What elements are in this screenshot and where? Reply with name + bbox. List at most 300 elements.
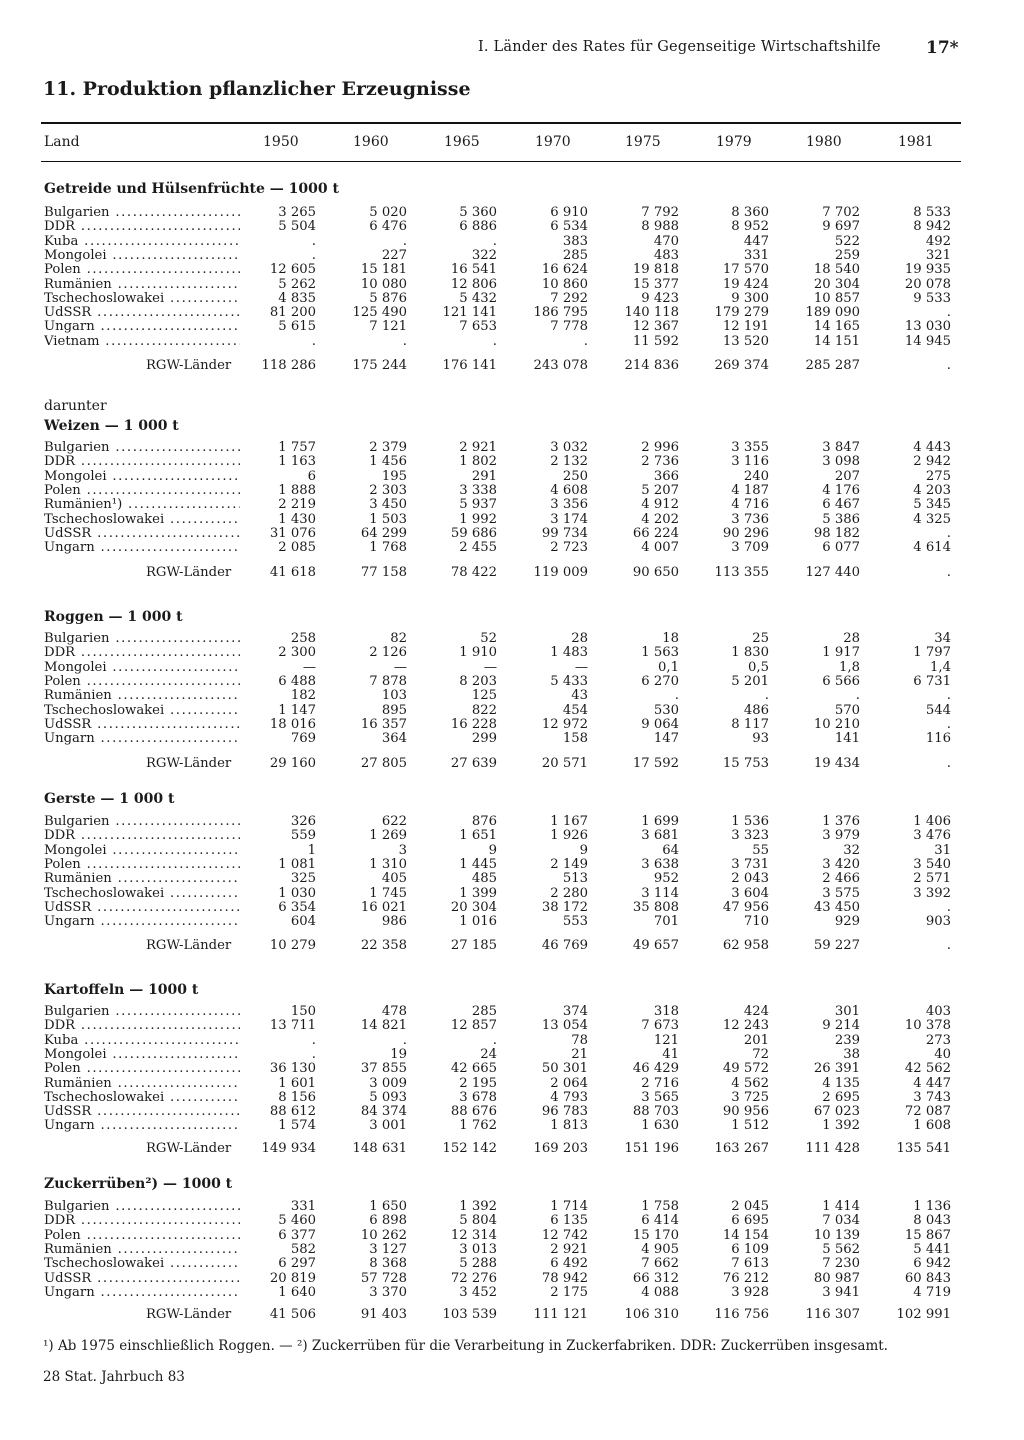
- header-year: 1981: [898, 134, 934, 150]
- value-cell: 2 132: [550, 454, 588, 469]
- country-label: Tschechoslowakei .....: [44, 292, 240, 306]
- value-cell: 1 503: [369, 512, 407, 527]
- value-cell: 374: [562, 1004, 588, 1019]
- value-cell: 20 078: [904, 277, 951, 292]
- country-label: Polen .....: [44, 1062, 240, 1076]
- value-cell: .: [946, 688, 951, 703]
- section-title: Roggen — 1 000 t: [44, 609, 183, 625]
- total-label: RGW-Länder: [146, 359, 232, 373]
- value-cell: 12 191: [722, 319, 769, 334]
- value-cell: 364: [381, 731, 407, 746]
- value-cell: 20 819: [269, 1271, 316, 1286]
- country-label: Ungarn .....: [44, 1119, 240, 1133]
- header-year: 1950: [263, 134, 299, 150]
- country-label: DDR .....: [44, 829, 240, 843]
- section-title: Getreide und Hülsenfrüchte — 1000 t: [44, 181, 339, 197]
- value-cell: 12 243: [722, 1018, 769, 1033]
- value-cell: 8 952: [731, 219, 769, 234]
- value-cell: 6 488: [278, 674, 316, 689]
- value-cell: 4 007: [641, 540, 679, 555]
- value-cell: 10 139: [813, 1228, 860, 1243]
- value-cell: 301: [834, 1004, 860, 1019]
- value-cell: 3 098: [822, 454, 860, 469]
- value-cell: 72 276: [450, 1271, 497, 1286]
- country-label: Tschechoslowakei .....: [44, 1091, 240, 1105]
- value-cell: 40: [934, 1047, 951, 1062]
- value-cell: 2 280: [550, 886, 588, 901]
- total-row: [0, 566, 1024, 584]
- value-cell: 6 566: [822, 674, 860, 689]
- total-label: RGW-Länder: [146, 939, 232, 953]
- value-cell: 11 592: [632, 334, 679, 349]
- value-cell: 243 078: [533, 358, 588, 373]
- value-cell: 52: [480, 631, 497, 646]
- value-cell: 7 121: [369, 319, 407, 334]
- country-label: Rumänien .....: [44, 872, 240, 886]
- value-cell: 179 279: [714, 305, 769, 320]
- value-cell: 2 085: [278, 540, 316, 555]
- table-row: [0, 527, 1024, 541]
- value-cell: 72: [752, 1047, 769, 1062]
- country-label: Ungarn .....: [44, 915, 240, 929]
- value-cell: 2 043: [731, 871, 769, 886]
- value-cell: 113 355: [714, 565, 769, 580]
- value-cell: 1 650: [369, 1199, 407, 1214]
- value-cell: 1 456: [369, 454, 407, 469]
- country-label: Tschechoslowakei .....: [44, 1257, 240, 1271]
- table-row: [0, 1062, 1024, 1076]
- table-row: [0, 844, 1024, 858]
- value-cell: 1 414: [822, 1199, 860, 1214]
- value-cell: 9 064: [641, 717, 679, 732]
- table-row: [0, 206, 1024, 220]
- value-cell: 952: [653, 871, 679, 886]
- value-cell: 1 640: [278, 1285, 316, 1300]
- value-cell: 3 001: [369, 1118, 407, 1133]
- value-cell: 41 618: [269, 565, 316, 580]
- value-cell: 6 492: [550, 1256, 588, 1271]
- total-label: RGW-Länder: [146, 1308, 232, 1322]
- value-cell: 4 719: [913, 1285, 951, 1300]
- value-cell: .: [946, 358, 951, 373]
- table-row: [0, 306, 1024, 320]
- value-cell: 322: [471, 248, 497, 263]
- country-label: Ungarn .....: [44, 320, 240, 334]
- table-row: [0, 441, 1024, 455]
- table-row: [0, 915, 1024, 929]
- value-cell: 6 476: [369, 219, 407, 234]
- value-cell: 9 533: [913, 291, 951, 306]
- value-cell: 3 355: [731, 440, 769, 455]
- value-cell: 1 601: [278, 1076, 316, 1091]
- value-cell: 239: [834, 1033, 860, 1048]
- value-cell: 486: [743, 703, 769, 718]
- value-cell: 214 836: [624, 358, 679, 373]
- value-cell: 8 533: [913, 205, 951, 220]
- value-cell: 2 379: [369, 440, 407, 455]
- value-cell: .: [946, 526, 951, 541]
- value-cell: 331: [290, 1199, 316, 1214]
- country-label: Mongolei .....: [44, 661, 240, 675]
- value-cell: 116: [925, 731, 951, 746]
- value-cell: 1 483: [550, 645, 588, 660]
- value-cell: 3 009: [369, 1076, 407, 1091]
- value-cell: 6 467: [822, 497, 860, 512]
- value-cell: 76 212: [722, 1271, 769, 1286]
- value-cell: 366: [653, 469, 679, 484]
- value-cell: 4 176: [822, 483, 860, 498]
- value-cell: 1 310: [369, 857, 407, 872]
- value-cell: 140 118: [624, 305, 679, 320]
- value-cell: 701: [653, 914, 679, 929]
- value-cell: 21: [571, 1047, 588, 1062]
- value-cell: 15 867: [904, 1228, 951, 1243]
- country-label: DDR .....: [44, 1019, 240, 1033]
- table-row: [0, 1257, 1024, 1271]
- value-cell: 522: [834, 234, 860, 249]
- country-label: Bulgarien .....: [44, 815, 240, 829]
- value-cell: 149 934: [261, 1141, 316, 1156]
- value-cell: 8 360: [731, 205, 769, 220]
- value-cell: 7 292: [550, 291, 588, 306]
- country-label: Vietnam .....: [44, 335, 240, 349]
- value-cell: 47 956: [722, 900, 769, 915]
- value-cell: 291: [471, 469, 497, 484]
- section-title: Kartoffeln — 1000 t: [44, 982, 199, 998]
- value-cell: 227: [381, 248, 407, 263]
- value-cell: 6 354: [278, 900, 316, 915]
- running-head: I. Länder des Rates für Gegenseitige Wirtschaftshilfe: [478, 39, 881, 55]
- value-cell: 1 536: [731, 814, 769, 829]
- value-cell: 125: [471, 688, 497, 703]
- value-cell: .: [946, 305, 951, 320]
- value-cell: 4 443: [913, 440, 951, 455]
- country-label: UdSSR .....: [44, 1105, 240, 1119]
- value-cell: 12 806: [450, 277, 497, 292]
- table-row: [0, 1200, 1024, 1214]
- value-cell: 7 662: [641, 1256, 679, 1271]
- table-row: [0, 704, 1024, 718]
- value-cell: 822: [471, 703, 497, 718]
- value-cell: 1 512: [731, 1118, 769, 1133]
- value-cell: 4 135: [822, 1076, 860, 1091]
- country-label: Bulgarien .....: [44, 632, 240, 646]
- value-cell: 1 399: [459, 886, 497, 901]
- value-cell: 10 080: [360, 277, 407, 292]
- value-cell: 7 673: [641, 1018, 679, 1033]
- value-cell: 10 262: [360, 1228, 407, 1243]
- country-label: DDR .....: [44, 1214, 240, 1228]
- value-cell: 14 151: [813, 334, 860, 349]
- value-cell: 2 219: [278, 497, 316, 512]
- value-cell: 12 857: [450, 1018, 497, 1033]
- value-cell: 5 804: [459, 1213, 497, 1228]
- header-bottom-rule: [41, 161, 961, 162]
- table-row: [0, 249, 1024, 263]
- table-row: [0, 829, 1024, 843]
- value-cell: 31: [934, 843, 951, 858]
- value-cell: .: [764, 688, 769, 703]
- value-cell: 152 142: [442, 1141, 497, 1156]
- value-cell: 1 699: [641, 814, 679, 829]
- header-year: 1980: [806, 134, 842, 150]
- value-cell: 121: [653, 1033, 679, 1048]
- value-cell: 6 534: [550, 219, 588, 234]
- value-cell: 1 136: [913, 1199, 951, 1214]
- value-cell: 986: [381, 914, 407, 929]
- value-cell: 12 742: [541, 1228, 588, 1243]
- table-row: [0, 718, 1024, 732]
- table-row: [0, 235, 1024, 249]
- country-label: Mongolei .....: [44, 249, 240, 263]
- value-cell: 492: [925, 234, 951, 249]
- table-row: [0, 513, 1024, 527]
- value-cell: 3 928: [731, 1285, 769, 1300]
- country-label: Bulgarien .....: [44, 1005, 240, 1019]
- value-cell: 424: [743, 1004, 769, 1019]
- table-row: [0, 498, 1024, 512]
- value-cell: 7 653: [459, 319, 497, 334]
- value-cell: 7 792: [641, 205, 679, 220]
- value-cell: 64: [662, 843, 679, 858]
- value-cell: 1 917: [822, 645, 860, 660]
- table-row: [0, 320, 1024, 334]
- table-title: 11. Produktion pflanzlicher Erzeugnisse: [43, 78, 471, 100]
- value-cell: .: [946, 938, 951, 953]
- table-row: [0, 1272, 1024, 1286]
- table-top-rule: [41, 122, 961, 124]
- table-row: [0, 484, 1024, 498]
- value-cell: .: [674, 688, 679, 703]
- value-cell: 285 287: [805, 358, 860, 373]
- value-cell: 5 562: [822, 1242, 860, 1257]
- value-cell: 41 506: [269, 1307, 316, 1322]
- value-cell: 25: [752, 631, 769, 646]
- value-cell: 1 016: [459, 914, 497, 929]
- country-label: UdSSR .....: [44, 306, 240, 320]
- country-label: Rumänien .....: [44, 278, 240, 292]
- value-cell: 90 956: [722, 1104, 769, 1119]
- value-cell: 18 016: [269, 717, 316, 732]
- value-cell: 2 300: [278, 645, 316, 660]
- footnote: ¹) Ab 1975 einschließlich Roggen. — ²) Zuckerrüben für die Verarbeitung in Zuckerfabriken. DDR: Zuckerrüben insgesamt.: [43, 1338, 888, 1354]
- value-cell: 5 207: [641, 483, 679, 498]
- value-cell: 195: [381, 469, 407, 484]
- value-cell: 2 571: [913, 871, 951, 886]
- value-cell: .: [583, 334, 588, 349]
- total-row: [0, 359, 1024, 377]
- header-year: 1979: [716, 134, 752, 150]
- value-cell: 1 813: [550, 1118, 588, 1133]
- value-cell: 32: [843, 843, 860, 858]
- country-label: Mongolei .....: [44, 470, 240, 484]
- value-cell: 5 460: [278, 1213, 316, 1228]
- value-cell: 1 081: [278, 857, 316, 872]
- value-cell: 895: [381, 703, 407, 718]
- value-cell: 4 905: [641, 1242, 679, 1257]
- header-year: 1970: [535, 134, 571, 150]
- value-cell: 31 076: [269, 526, 316, 541]
- value-cell: 3 392: [913, 886, 951, 901]
- value-cell: —: [483, 660, 497, 675]
- table-row: [0, 1105, 1024, 1119]
- value-cell: 318: [653, 1004, 679, 1019]
- value-cell: 22 358: [360, 938, 407, 953]
- value-cell: 3 638: [641, 857, 679, 872]
- value-cell: 3 540: [913, 857, 951, 872]
- value-cell: 1 147: [278, 703, 316, 718]
- value-cell: 5 937: [459, 497, 497, 512]
- value-cell: 4 614: [913, 540, 951, 555]
- value-cell: 1 392: [822, 1118, 860, 1133]
- value-cell: 19: [390, 1047, 407, 1062]
- value-cell: 46 769: [541, 938, 588, 953]
- value-cell: 1 563: [641, 645, 679, 660]
- value-cell: 6 377: [278, 1228, 316, 1243]
- header-year: 1965: [444, 134, 480, 150]
- value-cell: 106 310: [624, 1307, 679, 1322]
- value-cell: 513: [562, 871, 588, 886]
- value-cell: 7 778: [550, 319, 588, 334]
- value-cell: 19 935: [904, 262, 951, 277]
- value-cell: 3 032: [550, 440, 588, 455]
- value-cell: 4 203: [913, 483, 951, 498]
- value-cell: 96 783: [541, 1104, 588, 1119]
- table-row: [0, 1077, 1024, 1091]
- value-cell: 876: [471, 814, 497, 829]
- value-cell: 13 030: [904, 319, 951, 334]
- table-row: [0, 661, 1024, 675]
- table-row: [0, 1119, 1024, 1133]
- value-cell: .: [492, 334, 497, 349]
- value-cell: 4 912: [641, 497, 679, 512]
- value-cell: 3 736: [731, 512, 769, 527]
- value-cell: 59 686: [450, 526, 497, 541]
- value-cell: 1,8: [839, 660, 860, 675]
- value-cell: 769: [290, 731, 316, 746]
- value-cell: 2 996: [641, 440, 679, 455]
- value-cell: 7 230: [822, 1256, 860, 1271]
- value-cell: 1 651: [459, 828, 497, 843]
- value-cell: 60 843: [904, 1271, 951, 1286]
- country-label: Tschechoslowakei .....: [44, 513, 240, 527]
- total-row: [0, 757, 1024, 775]
- value-cell: 258: [290, 631, 316, 646]
- value-cell: 5 345: [913, 497, 951, 512]
- total-label: RGW-Länder: [146, 566, 232, 580]
- country-label: Mongolei .....: [44, 844, 240, 858]
- table-row: [0, 675, 1024, 689]
- value-cell: 125 490: [352, 305, 407, 320]
- value-cell: 119 009: [533, 565, 588, 580]
- value-cell: 3 575: [822, 886, 860, 901]
- table-row: [0, 1286, 1024, 1300]
- value-cell: 383: [562, 234, 588, 249]
- value-cell: .: [946, 900, 951, 915]
- value-cell: 478: [381, 1004, 407, 1019]
- value-cell: 17 570: [722, 262, 769, 277]
- value-cell: 12 605: [269, 262, 316, 277]
- table-row: [0, 263, 1024, 277]
- value-cell: 13 711: [269, 1018, 316, 1033]
- section-title: Zuckerrüben²) — 1000 t: [44, 1176, 233, 1192]
- total-row: [0, 939, 1024, 957]
- value-cell: 182: [290, 688, 316, 703]
- country-label: Kuba .....: [44, 1034, 240, 1048]
- value-cell: 9 697: [822, 219, 860, 234]
- table-row: [0, 1048, 1024, 1062]
- value-cell: 299: [471, 731, 497, 746]
- value-cell: 3 116: [731, 454, 769, 469]
- value-cell: 447: [743, 234, 769, 249]
- value-cell: 1 430: [278, 512, 316, 527]
- value-cell: .: [855, 688, 860, 703]
- table-row: [0, 335, 1024, 349]
- value-cell: 3 452: [459, 1285, 497, 1300]
- value-cell: 7 034: [822, 1213, 860, 1228]
- value-cell: .: [492, 1033, 497, 1048]
- value-cell: 3 013: [459, 1242, 497, 1257]
- value-cell: 16 357: [360, 717, 407, 732]
- value-cell: 405: [381, 871, 407, 886]
- value-cell: 14 945: [904, 334, 951, 349]
- table-row: [0, 1214, 1024, 1228]
- value-cell: 582: [290, 1242, 316, 1257]
- value-cell: 331: [743, 248, 769, 263]
- value-cell: 42 665: [450, 1061, 497, 1076]
- value-cell: 321: [925, 248, 951, 263]
- value-cell: 6 910: [550, 205, 588, 220]
- value-cell: 116 307: [805, 1307, 860, 1322]
- value-cell: 189 090: [805, 305, 860, 320]
- value-cell: 99 734: [541, 526, 588, 541]
- value-cell: 102 991: [896, 1307, 951, 1322]
- table-row: [0, 220, 1024, 234]
- value-cell: 1,4: [930, 660, 951, 675]
- value-cell: 37 855: [360, 1061, 407, 1076]
- table-row: [0, 689, 1024, 703]
- value-cell: 15 377: [632, 277, 679, 292]
- value-cell: 147: [653, 731, 679, 746]
- value-cell: 5 020: [369, 205, 407, 220]
- value-cell: .: [402, 1033, 407, 1048]
- value-cell: 16 228: [450, 717, 497, 732]
- value-cell: 29 160: [269, 756, 316, 771]
- value-cell: 2 126: [369, 645, 407, 660]
- table-row: [0, 815, 1024, 829]
- page-number: 17*: [926, 38, 959, 58]
- country-label: Bulgarien .....: [44, 441, 240, 455]
- value-cell: 1 376: [822, 814, 860, 829]
- value-cell: 28: [843, 631, 860, 646]
- value-cell: 285: [562, 248, 588, 263]
- value-cell: 4 187: [731, 483, 769, 498]
- value-cell: 17 592: [632, 756, 679, 771]
- value-cell: 38: [843, 1047, 860, 1062]
- value-cell: 7 702: [822, 205, 860, 220]
- value-cell: 80 987: [813, 1271, 860, 1286]
- value-cell: 4 325: [913, 512, 951, 527]
- value-cell: 26 391: [813, 1061, 860, 1076]
- value-cell: 10 378: [904, 1018, 951, 1033]
- value-cell: 12 972: [541, 717, 588, 732]
- value-cell: 3 847: [822, 440, 860, 455]
- value-cell: 1 926: [550, 828, 588, 843]
- value-cell: 5 093: [369, 1090, 407, 1105]
- table-row: [0, 292, 1024, 306]
- table-row: [0, 858, 1024, 872]
- value-cell: 6 942: [913, 1256, 951, 1271]
